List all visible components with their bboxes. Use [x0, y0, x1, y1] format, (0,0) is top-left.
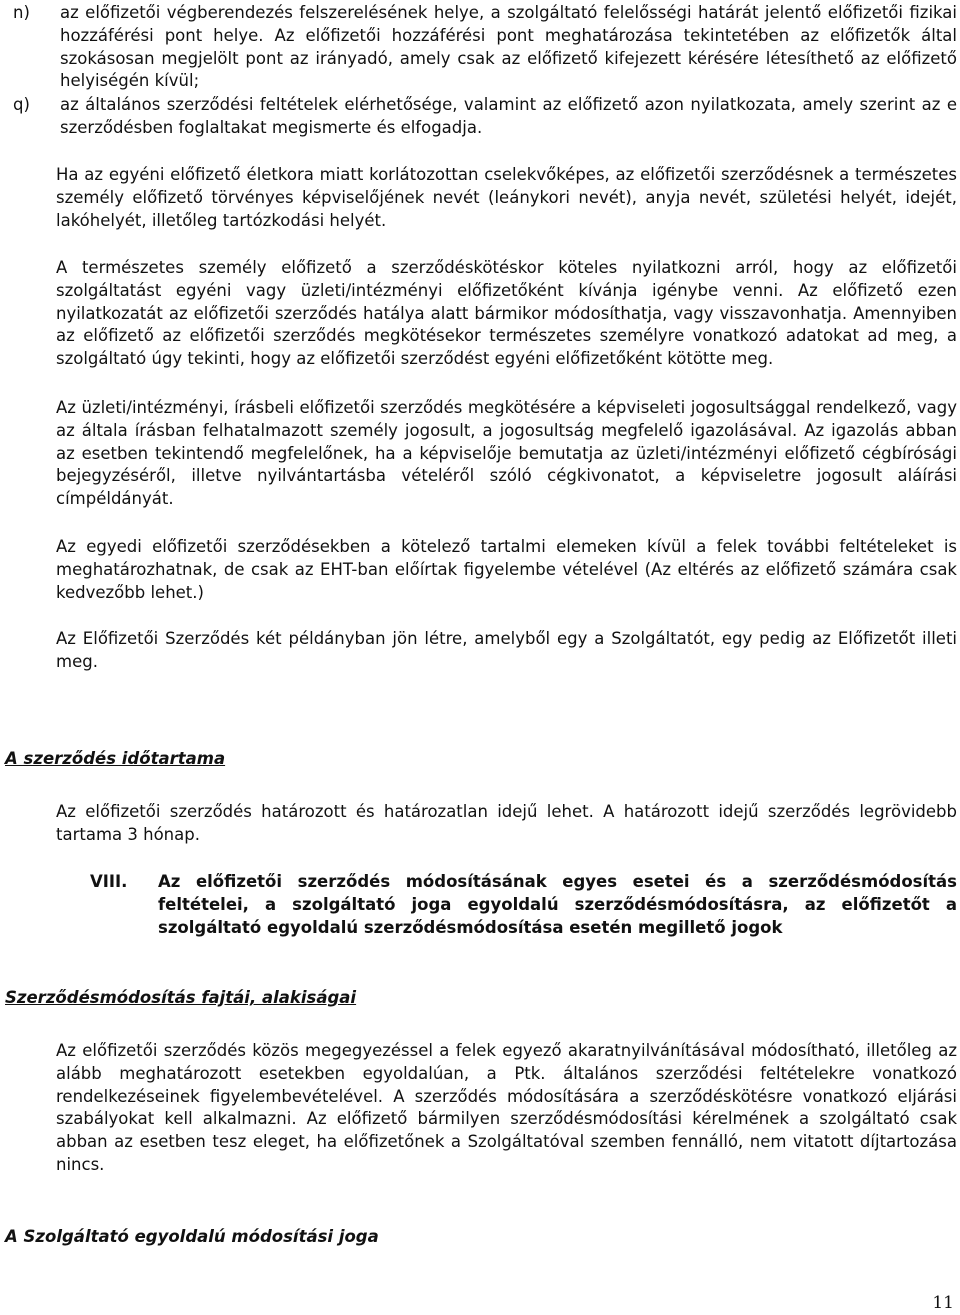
section-heading-viii	[90, 871, 957, 939]
list-item-text: az előfizetői végberendezés felszerelésének helye, a szolgáltató felelősségi határát jelentő előfizetői fizikai hozzáférési pont helye. Az előfizetői hozzáférési pont meghatározása tekintetében az előfizetők által szokásosan megjelölt pont az irányadó, amely csak az előfizető kifejezett kérésére létesíthető az előfizető helyiségén kívül;	[60, 3, 957, 91]
section-title: Az előfizetői szerződés módosításának egyes esetei és a szerződésmódosítás feltételei, a szolgáltató joga egyoldalú szerződésmódosításra, az előfizetőt a szolgáltató egyoldalú szerződésmódosítása esetén megillető jogok	[158, 872, 957, 937]
paragraph-limited-capacity: Ha az egyéni előfizető életkora miatt korlátozottan cselekvőképes, az előfizetői szerződésnek a természetes személy előfizető törvényes képviselőjének nevét (leánykori nevét), anyja nevét, születési helyét, idejét, lakóhelyét, illetőleg tartózkodási helyét.	[56, 165, 957, 230]
paragraph-duration: Az előfizetői szerződés határozott és határozatlan idejű lehet. A határozott idejű szerződés legrövidebb tartama 3 hónap.	[56, 802, 957, 844]
paragraph-copies: Az Előfizetői Szerződés két példányban jön létre, amelyből egy a Szolgáltatót, egy pedig az Előfizetőt illeti meg.	[56, 629, 957, 671]
list-marker: q)	[13, 95, 30, 114]
heading-contract-duration: A szerződés időtartama	[5, 749, 226, 768]
list-item-q	[13, 94, 957, 140]
section-number: VIII.	[90, 872, 128, 891]
list-item-n	[13, 2, 957, 93]
paragraph-individual-contracts: Az egyedi előfizetői szerződésekben a kötelező tartalmi elemeken kívül a felek további feltételeket is meghatározhatnak, de csak az EHT-ban előírtak figyelembe vételével (Az eltérés az előfizető számára csak kedvezőbb lehet.)	[56, 537, 957, 602]
list-marker: n)	[13, 3, 30, 22]
heading-modification-types: Szerződésmódosítás fajtái, alakiságai	[5, 988, 357, 1007]
paragraph-modification: Az előfizetői szerződés közös megegyezéssel a felek egyező akaratnyilvánításával módosítható, illetőleg az alább meghatározott esetekben egyoldalúan, a Ptk. általános szerződési feltételekre vonatkozó rendelkezéseinek figyelembevételével. A szerződés módosítására a szerződéskötésre vonatkozó eljárási szabályokat kell alkalmazni. Az előfizető bármilyen szerződésmódosítási kérelmének a szolgáltató csak abban az esetben tesz eleget, ha előfizetőnek a Szolgáltatóval szemben fennálló, nem vitatott díjtartozása nincs.	[56, 1041, 957, 1174]
paragraph-declaration: A természetes személy előfizető a szerződéskötéskor köteles nyilatkozni arról, hogy az előfizetői szolgáltatást egyéni vagy üzleti/intézményi előfizetőként kívánja igénybe venni. Az előfizető ezen nyilatkozatát az előfizetői szerződés hatálya alatt bármikor módosíthatja, vagy visszavonhatja. Amennyiben az előfizető az előfizetői szerződés megkötésekor természetes személyre vonatkozó adatokat ad meg, a szolgáltató úgy tekinti, hogy az előfizetői szerződést egyéni előfizetőként kötötte meg.	[56, 258, 957, 369]
list-item-text: az általános szerződési feltételek elérhetősége, valamint az előfizető azon nyilatkozata, amely szerint az e szerződésben foglaltakat megismerte és elfogadja.	[60, 95, 957, 137]
heading-unilateral-modification: A Szolgáltató egyoldalú módosítási joga	[5, 1227, 379, 1246]
page-number: 11	[932, 1293, 954, 1313]
paragraph-business-contract: Az üzleti/intézményi, írásbeli előfizetői szerződés megkötésére a képviseleti jogosultsággal rendelkező, vagy az általa írásban felhatalmazott személy jogosult, a jogosultság megfelelő igazolásával. Az igazolás abban az esetben tekintendő megfelelőnek, ha a képviselője bemutatja az üzleti/intézményi előfizető cégbírósági bejegyzéséről, illetve nyilvántartásba vételéről szóló cégkivonatot, a képviseletre jogosult aláírási címpéldányát.	[56, 398, 957, 509]
